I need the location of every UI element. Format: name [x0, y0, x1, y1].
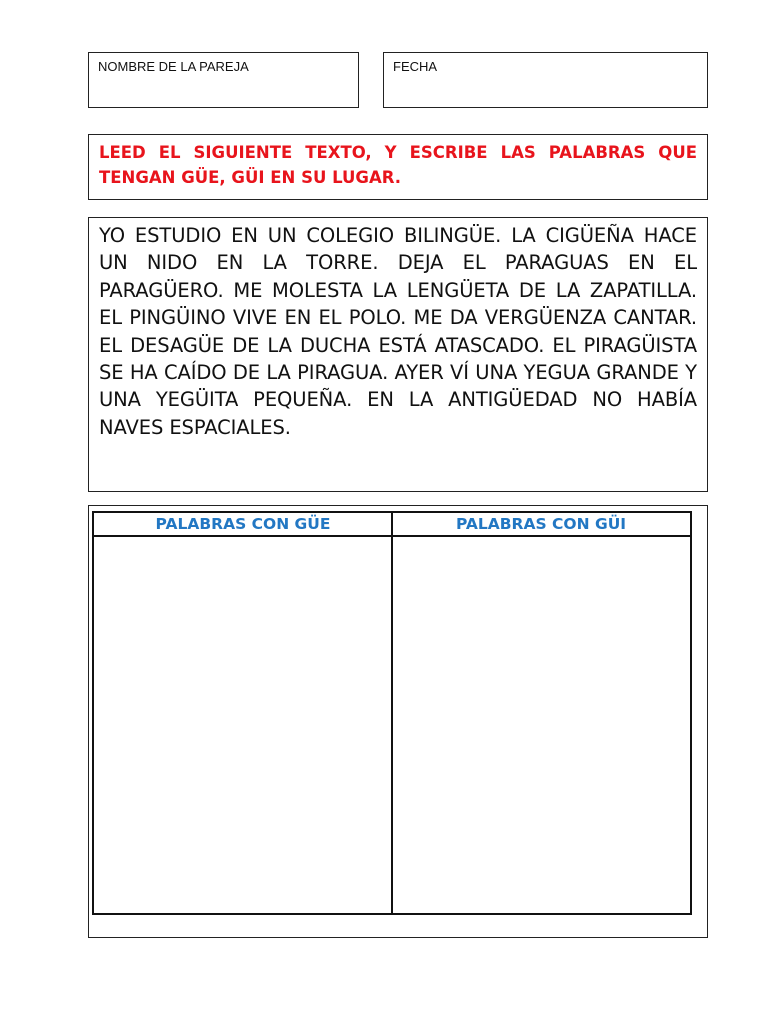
answer-section [88, 505, 708, 938]
pair-name-label: NOMBRE DE LA PAREJA [98, 59, 249, 74]
answer-cell-gui[interactable] [393, 537, 690, 913]
answer-cell-gue[interactable] [94, 537, 391, 913]
column-header-gui: PALABRAS CON GÜI [392, 513, 690, 537]
words-table [92, 511, 692, 915]
column-header-gue: PALABRAS CON GÜE [94, 513, 392, 537]
reading-text: YO ESTUDIO EN UN COLEGIO BILINGÜE. LA CIGÜEÑA HACE UN NIDO EN LA TORRE. DEJA EL PARAGUAS EN EL PARAGÜERO. ME MOLESTA LA LENGÜETA DE LA ZAPATILLA. EL PINGÜINO VIVE EN EL POLO. ME DA VERGÜENZA CANTAR. EL DESAGÜE DE LA DUCHA ESTÁ ATASCADO. EL PIRAGÜISTA SE HA CAÍDO DE LA PIRAGUA. AYER VÍ UNA YEGUA GRANDE Y UNA YEGÜITA PEQUEÑA. EN LA ANTIGÜEDAD NO HABÍA NAVES ESPACIALES. [99, 224, 697, 439]
reading-text-box [88, 217, 708, 492]
instructions-box [88, 134, 708, 200]
date-label: FECHA [393, 59, 438, 74]
pair-name-field[interactable] [88, 52, 359, 108]
instructions-text: LEED EL SIGUIENTE TEXTO, Y ESCRIBE LAS PALABRAS QUE TENGAN GÜE, GÜI EN SU LUGAR. [99, 143, 697, 187]
date-field[interactable] [383, 52, 708, 108]
